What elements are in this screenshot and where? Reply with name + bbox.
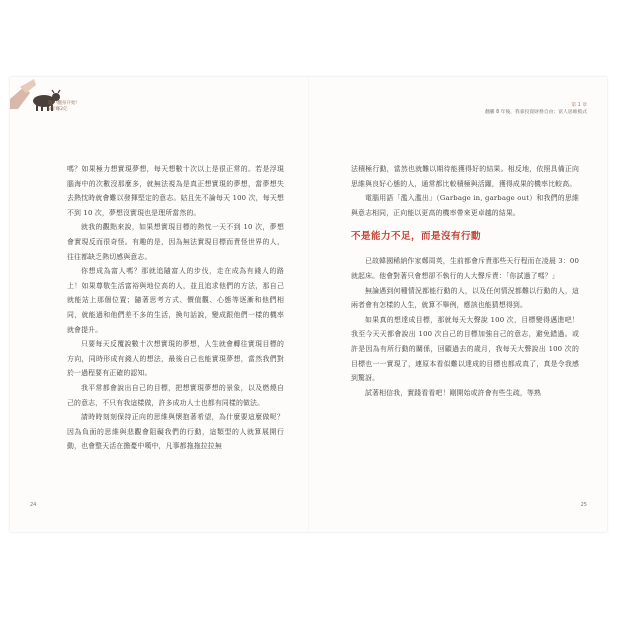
paragraph: 試著相信我，實踐看看吧！剛開始或許會有些生疏，等熟: [365, 388, 542, 397]
page-number-left: 24: [30, 502, 37, 508]
paragraph: 嗎？如果極力想實現夢想，每天想數十次以上是很正常的。若是浮現腦海中的次數沒那麼多，就無法視為是真正想實現的夢想，當夢想失去熱忱時就會難以發揮堅定的意志。姑且先不論每天 100 次，每天想不到 10 次，夢想沒實現也是理所當然的。: [67, 165, 284, 217]
page-number-right: 25: [580, 502, 587, 508]
running-header-chapter: [485, 103, 587, 116]
header-line-2: 8年赚2亿: [48, 107, 68, 112]
paragraph: 電腦用語「濫入濫出」（Garbage in, garbage out）和我們的思維與意志相同，正向能以更高的機率帶來更卓越的結果。: [351, 194, 579, 217]
left-page: [10, 77, 308, 532]
paragraph: 如果真的想達成目標，那就每天大聲說 100 次，目標變得邁進吧！我至今天天都會說出 100 次自己的目標加強自己的意志，避免錯過。或許是因為有所行動的關係，回顧過去的歲月，我每天大聲說出 100 次的目標也一一實現了，連原本看似難以達成的目標也都成真了，真是令我感到驚訝。: [351, 315, 579, 383]
section-heading: 不是能力不足，而是沒有行動: [351, 231, 482, 243]
right-page: [309, 77, 607, 532]
paragraph: 你想成為富人嗎？那就追隨富人的步伐，走在成為有錢人的路上！如果尊敬生活富裕與地位高的人，並且追求他們的方法，那自己就能站上那個位置；隨著思考方式、價值觀、心態等逐漸和他們相同，就能過和他們差不多的生活，換句話說，變成跟他們一樣的機率就會提升。: [67, 267, 284, 334]
paragraph: 就我的觀點來說，如果想實現目標的熱忱一天不到 10 次，夢想會實現反而很奇怪。有趣的是，因為無法實現目標而責怪世界的人，往往都缺乏熱切感與意志。: [67, 223, 284, 261]
header-line-1: 散户翻身开始！: [48, 101, 81, 106]
paragraph: 已故韓國稀納作家鄭周英，生前都會斥責那些天行程而在凌晨 3：00 就起床。他會對著只會想卻不執行的人大聲斥責：「你試過了嗎？」: [351, 257, 579, 280]
right-paragraphs-after: [351, 254, 579, 400]
chapter-subtitle: 翻騰 8 年後，我靠投資財務自由；富人思維模式: [484, 109, 587, 115]
right-paragraphs-before: [351, 162, 579, 220]
chapter-label: 第 1 章: [571, 103, 587, 108]
paragraph: 我平常都會說出自己的目標，把想實現夢想的景象，以及燃燒自己的意志，不只有我這樣做，許多成功人士也都有同樣的做法。: [67, 383, 284, 407]
paragraph: 法積極行動，當然也就難以期待能獲得好的結果。相反地，依照具備正向思維與良好心態的人，通常都比較積極與活躍，獲得成果的機率比較高。: [351, 165, 579, 188]
right-body-text: [351, 162, 579, 400]
paragraph: 請時時刻刻保持正向的思維與懷抱著希望，為什麼要這麼做呢？因為負面的思維與悲觀會阻礙我們的行動，這類型的人就算展開行動，也會整天活在擔憂中嘆中，凡事都拖拖拉拉無: [67, 413, 284, 451]
running-header-book-title: [48, 101, 80, 113]
book-spread: [10, 77, 607, 532]
left-body-text: [67, 162, 284, 454]
paragraph: 只要每天反覆說數十次想實現的夢想，人生就會轉往實現目標的方向，同時形成有錢人的想法，最後自己也能實現夢想，當然我們對於一過程要有正確的認知。: [67, 340, 284, 378]
paragraph: 無論遇到何種情況都能行動的人，以及任何情況都難以行動的人，這兩者會有怎樣的人生，就算不舉例，應該也能猜想得到。: [351, 286, 579, 310]
